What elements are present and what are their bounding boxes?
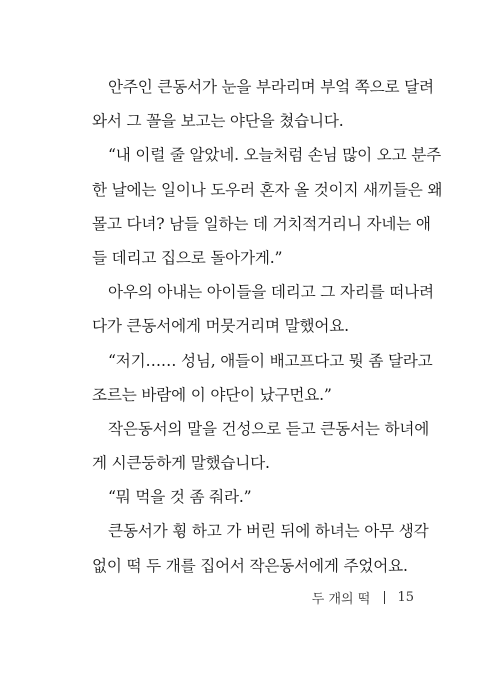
text-line: “내 이럴 줄 알았네. 오늘처럼 손님 많이 오고 분주 <box>108 146 441 165</box>
text-line: “뭐 먹을 것 좀 줘라.” <box>108 488 252 507</box>
footer-separator <box>384 591 385 604</box>
text-line: 다가 큰동서에게 머뭇거리며 말했어요. <box>92 317 349 336</box>
text-line: 작은동서의 말을 건성으로 듣고 큰동서는 하녀에 <box>108 419 430 438</box>
text-line: 아우의 아내는 아이들을 데리고 그 자리를 떠나려 <box>108 283 434 302</box>
text-line: 없이 떡 두 개를 집어서 작은동서에게 주었어요. <box>92 556 408 575</box>
running-footer <box>312 588 414 607</box>
text-line: 안주인 큰동서가 눈을 부라리며 부엌 쪽으로 달려 <box>108 78 434 96</box>
text-line: 한 날에는 일이나 도우러 혼자 올 것이지 새끼들은 왜 <box>92 180 443 199</box>
text-line: 들 데리고 집으로 돌아가게.” <box>92 248 283 267</box>
text-line: 큰동서가 휭 하고 가 버린 뒤에 하녀는 아무 생각 <box>108 522 429 541</box>
text-line: 와서 그 꼴을 보고는 야단을 쳤습니다. <box>92 112 344 131</box>
text-line: “저기…… 성님, 애들이 배고프다고 뭣 좀 달라고 <box>108 351 433 370</box>
body-text <box>92 70 443 583</box>
text-line: 몰고 다녀? 남들 일하는 데 거치적거리니 자네는 애 <box>92 214 431 233</box>
running-title: 두 개의 떡 <box>311 592 371 607</box>
page-number: 15 <box>397 590 414 605</box>
text-line: 조르는 바람에 이 야단이 났구먼요.” <box>92 385 332 404</box>
text-line: 게 시큰둥하게 말했습니다. <box>92 454 270 473</box>
